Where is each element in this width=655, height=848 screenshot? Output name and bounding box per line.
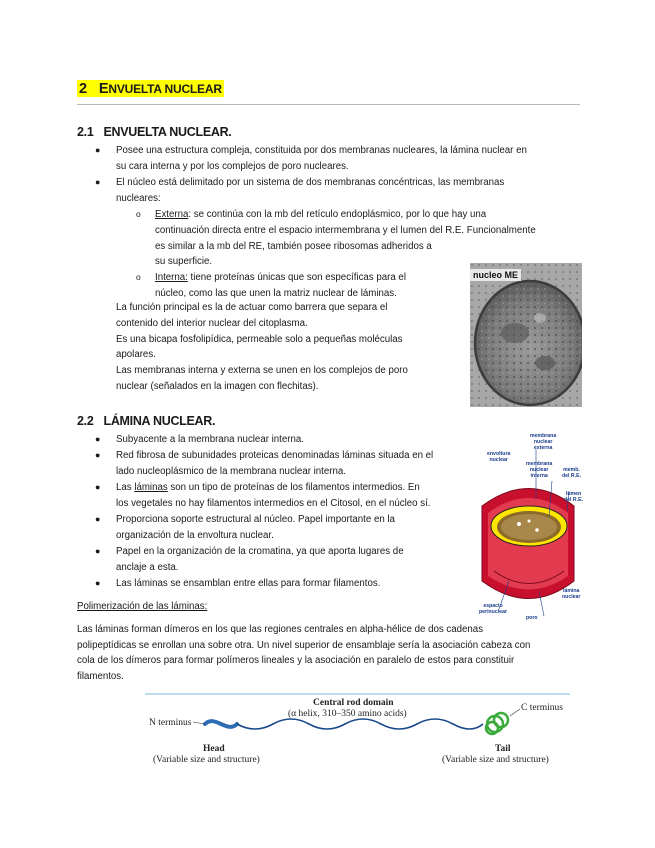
bullet-icon: ● xyxy=(95,434,101,444)
text-span: Las xyxy=(116,482,135,493)
central-rod-title: Central rod domain xyxy=(313,698,394,708)
label-envoltura-nuclear: envoltura nuclear xyxy=(487,451,511,463)
micrograph-image xyxy=(470,263,582,407)
text-line xyxy=(155,270,406,286)
paragraph xyxy=(116,143,527,175)
subsection-heading-2-1 xyxy=(77,125,231,139)
bullet-icon: ● xyxy=(95,177,101,187)
circle-bullet-icon: o xyxy=(136,209,141,219)
text-line xyxy=(116,480,430,496)
paragraph xyxy=(116,544,404,576)
nuclear-envelope-diagram xyxy=(474,431,584,621)
paragraph xyxy=(116,300,408,395)
label-memb-re: memb. del R.E. xyxy=(562,467,582,479)
text-line: núcleo, como las que unen la matriz nuclear de láminas. xyxy=(155,287,397,299)
bullet-icon: ● xyxy=(95,514,101,524)
tail-sublabel: (Variable size and structure) xyxy=(442,755,549,765)
subsection-title: LÁMINA NUCLEAR. xyxy=(103,414,216,428)
text-line: lado nucleoplásmico de la membrana nuclear interna. xyxy=(116,465,346,477)
text-line: su superficie. xyxy=(155,256,213,268)
paragraph xyxy=(116,512,395,544)
section-title-first: E xyxy=(98,81,109,97)
text-line: Posee una estructura compleja, constituida por dos membranas nucleares, la lámina nuclear en xyxy=(116,145,527,156)
central-rod-subtitle: (α helix, 310–350 amino acids) xyxy=(288,709,407,719)
bullet-icon: ● xyxy=(95,546,101,556)
label-lamina-nuclear: lámina nuclear xyxy=(562,588,581,600)
text-line: Las láminas forman dímeros en los que las regiones centrales en alpha-hélice de dos cadenas xyxy=(77,624,484,635)
bullet-icon: ● xyxy=(95,578,101,588)
n-terminus-label: N terminus xyxy=(149,718,192,728)
lamin-structure-diagram xyxy=(145,692,570,772)
text-span: son un tipo de proteínas de los filamentos intermedios. En xyxy=(167,482,420,493)
text-span: tiene proteínas únicas que son específicas para el xyxy=(187,272,406,283)
text-line: los vegetales no hay filamentos intermedios en el Citosol, en el núcleo sí. xyxy=(116,497,431,509)
bullet-icon: ● xyxy=(95,482,101,492)
term-externa: Externa xyxy=(155,209,189,220)
subsection-title: ENVUELTA NUCLEAR. xyxy=(103,125,232,139)
bullet-icon: ● xyxy=(95,450,101,460)
subsection-heading-2-2 xyxy=(77,414,215,428)
text-line: contenido del interior nuclear del citoplasma. xyxy=(116,317,308,329)
text-line: anclaje a esta. xyxy=(116,561,179,573)
text-line: apolares. xyxy=(116,349,156,361)
circle-bullet-icon: o xyxy=(136,272,141,282)
text-line: nucleares: xyxy=(116,192,161,204)
label-membrana-interna: membrana nuclear interna xyxy=(526,461,553,479)
text-span: : se continúa con la mb del retículo endoplásmico, por lo que hay una xyxy=(188,209,487,220)
paragraph xyxy=(116,175,504,207)
text-line: es similar a la mb del RE, también posee ribosomas adheridos a xyxy=(155,240,432,252)
text-line: filamentos. xyxy=(77,670,124,682)
text-line: Las láminas se ensamblan entre ellas para formar filamentos. xyxy=(116,578,381,589)
nucleus-micrograph xyxy=(470,263,582,407)
text-line: polipeptídicas se enrollan una sobre otra. Un nivel superior de ensamblaje sería la asociación cabeza con xyxy=(77,639,531,651)
micrograph-label: nucleo ME xyxy=(470,269,521,281)
text-line: cola de los dímeros para formar polímeros lineales y la asociación en paralelo de estos para constituir xyxy=(77,655,515,667)
label-espacio-perinuclear: espacio perinuclear xyxy=(479,603,507,615)
tail-label: Tail xyxy=(495,744,511,754)
label-poro: poro xyxy=(526,615,538,621)
text-line: Es una bicapa fosfolipídica, permeable solo a pequeñas moléculas xyxy=(116,333,403,345)
subsection-number: 2.2 xyxy=(77,414,94,428)
text-line: El núcleo está delimitado por un sistema de dos membranas concéntricas, las membranas xyxy=(116,177,505,188)
term-laminas: láminas xyxy=(134,482,168,493)
section-number: 2 xyxy=(79,81,87,97)
polymerization-paragraph xyxy=(77,622,530,684)
paragraph xyxy=(155,207,585,270)
text-line: continuación directa entre el espacio intermembrana y el lumen del R.E. Funcionalmente xyxy=(155,224,536,236)
section-title-rest: NVUELTA NUCLEAR xyxy=(108,82,222,96)
c-terminus-label: C terminus xyxy=(521,703,563,713)
text-line: nuclear (señalados en la imagen con flechitas). xyxy=(116,380,319,392)
paragraph xyxy=(155,270,406,302)
bullet-icon: ● xyxy=(95,145,101,155)
paragraph xyxy=(116,480,430,512)
label-membrana-externa: membrana nuclear externa xyxy=(530,433,557,451)
text-line: Subyacente a la membrana nuclear interna. xyxy=(116,434,304,445)
text-line: Red fibrosa de subunidades proteicas denominadas láminas situada en el xyxy=(116,450,434,461)
text-line: Papel en la organización de la cromatina, ya que aporta lugares de xyxy=(116,546,404,557)
head-sublabel: (Variable size and structure) xyxy=(153,755,260,765)
text-line: organización de la envoltura nuclear. xyxy=(116,529,274,541)
subsection-number: 2.1 xyxy=(77,125,94,139)
paragraph xyxy=(116,448,433,480)
term-interna: Interna: xyxy=(155,272,188,283)
text-line: Las membranas interna y externa se unen en los complejos de poro xyxy=(116,365,408,377)
polymerization-heading: Polimerización de las láminas: xyxy=(77,601,208,612)
head-label: Head xyxy=(203,744,225,754)
section-heading xyxy=(77,80,224,97)
text-line xyxy=(155,207,585,223)
text-line: Proporciona soporte estructural al núcleo. Papel importante en la xyxy=(116,514,395,525)
text-line: su cara interna y por los complejos de poro nucleares. xyxy=(116,160,349,172)
label-lumen-re: lumen del R.E. xyxy=(564,491,584,503)
heading-rule xyxy=(77,104,580,105)
text-line: La función principal es la de actuar como barrera que separa el xyxy=(116,302,388,313)
